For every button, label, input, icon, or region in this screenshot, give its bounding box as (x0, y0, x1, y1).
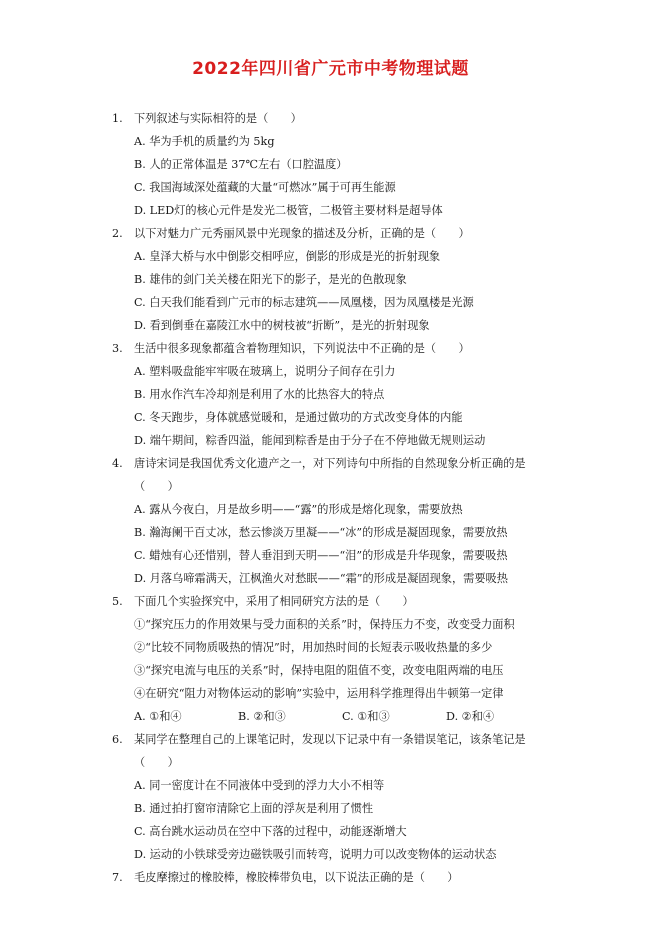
option-d: D. 运动的小铁球受旁边磁铁吸引而转弯，说明力可以改变物体的运动状态 (134, 848, 497, 861)
question-number: 5. (112, 595, 123, 608)
option-a: A. 露从今夜白，月是故乡明——“露”的形成是熔化现象，需要放热 (134, 503, 463, 516)
option-d: D. LED灯的核心元件是发光二极管，二极管主要材料是超导体 (134, 204, 443, 217)
question-stem: 唐诗宋词是我国优秀文化遗产之一，对下列诗句中所指的自然现象分析正确的是 (134, 457, 526, 470)
option-c: C. 高台跳水运动员在空中下落的过程中，动能逐渐增大 (134, 825, 407, 838)
option-c: C. 蜡烛有心还惜别，替人垂泪到天明——“泪”的形成是升华现象，需要吸热 (134, 549, 508, 562)
question-stem: 下列叙述与实际相符的是（ ） (134, 112, 302, 125)
option-c: C. 冬天跑步，身体就感觉暖和，是通过做功的方式改变身体的内能 (134, 411, 463, 424)
option-a: A. 皇泽大桥与水中倒影交相呼应，倒影的形成是光的折射现象 (134, 250, 441, 263)
option-c: C. 我国海域深处蕴藏的大量“可燃冰”属于可再生能源 (134, 181, 396, 194)
statement-3: ③“探究电流与电压的关系”时，保持电阻的阻值不变，改变电阻两端的电压 (134, 664, 504, 677)
option-b: B. ②和③ (238, 710, 286, 723)
option-b: B. 瀚海阑干百丈冰，愁云惨淡万里凝——“冰”的形成是凝固现象，需要放热 (134, 526, 508, 539)
option-a: A. ①和④ (134, 710, 182, 723)
question-number: 6. (112, 733, 123, 746)
option-b: B. 通过拍打窗帘清除它上面的浮灰是利用了惯性 (134, 802, 374, 815)
option-a: A. 同一密度计在不同液体中受到的浮力大小不相等 (134, 779, 385, 792)
question-stem: 某同学在整理自己的上课笔记时，发现以下记录中有一条错误笔记，该条笔记是 (134, 733, 526, 746)
option-d: D. 端午期间，粽香四溢，能闻到粽香是由于分子在不停地做无规则运动 (134, 434, 486, 447)
question-number: 4. (112, 457, 123, 470)
question-stem: 下面几个实验探究中，采用了相同研究方法的是（ ） (134, 595, 414, 608)
option-b: B. 人的正常体温是 37℃左右（口腔温度） (134, 158, 348, 171)
option-d: D. ②和④ (446, 710, 495, 723)
option-a: A. 华为手机的质量约为 5kg (134, 135, 275, 148)
option-c: C. 白天我们能看到广元市的标志建筑——凤凰楼，因为凤凰楼是光源 (134, 296, 474, 309)
question-stem-continued: （ ） (134, 756, 179, 769)
question-stem: 毛皮摩擦过的橡胶棒，橡胶棒带负电，以下说法正确的是（ ） (134, 871, 459, 884)
inline-options (134, 710, 494, 724)
question-number: 2. (112, 227, 123, 240)
question-stem: 生活中很多现象都蕴含着物理知识，下列说法中不正确的是（ ） (134, 342, 470, 355)
question-number: 1. (112, 112, 123, 125)
option-b: B. 用水作汽车冷却剂是利用了水的比热容大的特点 (134, 388, 385, 401)
statement-2: ②“比较不同物质吸热的情况”时，用加热时间的长短表示吸收热量的多少 (134, 641, 493, 654)
page-title: 2022年四川省广元市中考物理试题 (192, 59, 469, 79)
option-d: D. 看到倒垂在嘉陵江水中的树枝被“折断”，是光的折射现象 (134, 319, 430, 332)
option-d: D. 月落乌啼霜满天，江枫渔火对愁眠——“霜”的形成是凝固现象，需要吸热 (134, 572, 508, 585)
question-stem-continued: （ ） (134, 480, 179, 493)
statement-4: ④在研究“阻力对物体运动的影响”实验中，运用科学推理得出牛顿第一定律 (134, 687, 504, 700)
statement-1: ①“探究压力的作用效果与受力面积的关系”时，保持压力不变，改变受力面积 (134, 618, 515, 631)
option-a: A. 塑料吸盘能牢牢吸在玻璃上，说明分子间存在引力 (134, 365, 396, 378)
question-number: 7. (112, 871, 123, 884)
option-c: C. ①和③ (342, 710, 390, 723)
question-stem: 以下对魅力广元秀丽风景中光现象的描述及分析，正确的是（ ） (134, 227, 470, 240)
option-b: B. 雄伟的剑门关关楼在阳光下的影子，是光的色散现象 (134, 273, 407, 286)
question-number: 3. (112, 342, 123, 355)
